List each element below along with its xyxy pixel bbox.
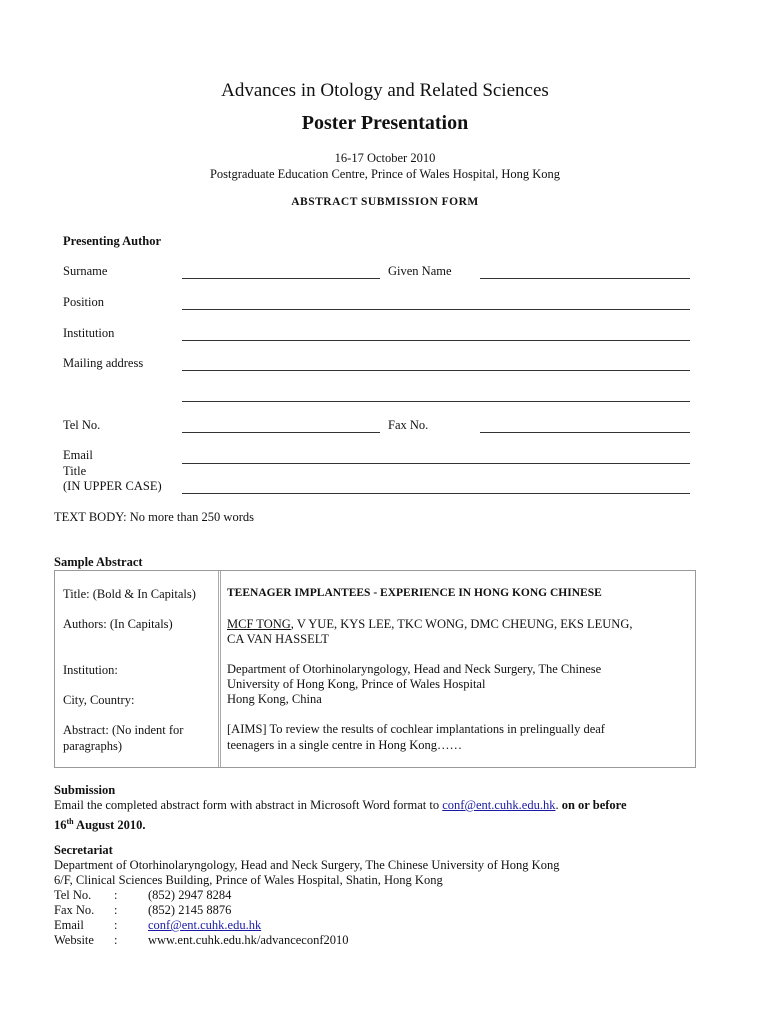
title-label: Title (63, 464, 87, 478)
authors-cell-value-line2: CA VAN HASSELT (227, 632, 329, 646)
institution-label: Institution (63, 326, 115, 340)
submission-instructions: Email the completed abstract form with abstract in Microsoft Word format to (54, 798, 443, 812)
email-row-colon: : (114, 918, 118, 932)
secretariat-heading: Secretariat (54, 843, 113, 857)
email-label: Email (63, 448, 93, 462)
institution-field[interactable] (182, 340, 690, 341)
event-venue: Postgraduate Education Centre, Prince of Wales Hospital, Hong Kong (209, 167, 561, 181)
position-field[interactable] (182, 309, 690, 310)
tel-field[interactable] (182, 432, 380, 433)
authors-cell-value (227, 617, 687, 632)
deadline-date (54, 814, 146, 833)
sample-abstract-heading: Sample Abstract (54, 555, 143, 569)
authors-cell-label: Authors: (In Capitals) (63, 617, 173, 631)
conference-title: Advances in Otology and Related Sciences (221, 80, 549, 101)
mailing-address-label: Mailing address (63, 356, 144, 370)
deadline-month-year: August 2010. (73, 818, 146, 833)
abstract-cell-label-1: Abstract: (No indent for (63, 723, 184, 737)
secretariat-line2: 6/F, Clinical Sciences Building, Prince of Wales Hospital, Shatin, Hong Kong (54, 873, 443, 887)
tel-row-colon: : (114, 888, 118, 902)
fax-label: Fax No. (388, 418, 429, 432)
title-note: (IN UPPER CASE) (63, 479, 162, 493)
deadline-part1: on or before (561, 798, 627, 812)
tel-row-label: Tel No. (54, 888, 92, 902)
surname-label: Surname (63, 264, 108, 278)
abstract-cell-label-2: paragraphs) (63, 739, 122, 753)
city-cell-label: City, Country: (63, 693, 135, 707)
tel-row-value: (852) 2947 8284 (148, 888, 232, 902)
email-field[interactable] (182, 463, 690, 464)
deadline-suffix: th (66, 817, 74, 826)
secretariat-line1: Department of Otorhinolaryngology, Head and Neck Surgery, The Chinese University of Hong Kong (54, 858, 560, 872)
deadline-day: 16 (54, 818, 67, 833)
mailing-address-field-1[interactable] (182, 370, 690, 371)
abstract-cell-line1: [AIMS] To review the results of cochlear implantations in prelingually deaf (227, 722, 605, 736)
other-authors: , V YUE, KYS LEE, TKC WONG, DMC CHEUNG, EKS LEUNG, (290, 617, 633, 631)
title-cell-value: TEENAGER IMPLANTEES - EXPERIENCE IN HONG KONG CHINESE (227, 587, 602, 599)
secretariat-email-link[interactable]: conf@ent.cuhk.edu.hk (148, 918, 262, 932)
presenting-author-heading: Presenting Author (63, 234, 162, 248)
website-row-label: Website (54, 933, 94, 947)
institution-cell-line3: Hong Kong, China (227, 692, 322, 706)
submission-period: . (555, 798, 562, 812)
presenter-name: MCF TONG (227, 617, 291, 631)
surname-field[interactable] (182, 278, 380, 279)
given-name-field[interactable] (480, 278, 690, 279)
mailing-address-field-2[interactable] (182, 401, 690, 402)
institution-cell-line2: University of Hong Kong, Prince of Wales Hospital (227, 677, 486, 691)
submission-text (54, 798, 754, 813)
position-label: Position (63, 295, 104, 309)
fax-row-colon: : (114, 903, 118, 917)
submission-email-link[interactable]: conf@ent.cuhk.edu.hk (442, 798, 556, 812)
event-dates: 16-17 October 2010 (334, 151, 436, 165)
website-row-value: www.ent.cuhk.edu.hk/advanceconf2010 (148, 933, 349, 947)
fax-row-label: Fax No. (54, 903, 95, 917)
title-field[interactable] (182, 493, 690, 494)
email-row-label: Email (54, 918, 84, 932)
fax-field[interactable] (480, 432, 690, 433)
institution-cell-label: Institution: (63, 663, 118, 677)
institution-cell-line1: Department of Otorhinolaryngology, Head and Neck Surgery, The Chinese (227, 662, 602, 676)
submission-heading: Submission (54, 783, 116, 797)
text-body-note: TEXT BODY: No more than 250 words (54, 510, 254, 524)
form-title: ABSTRACT SUBMISSION FORM (291, 196, 479, 208)
sample-abstract-table (54, 570, 696, 768)
page-title: Poster Presentation (301, 112, 469, 134)
title-cell-label: Title: (Bold & In Capitals) (63, 587, 196, 601)
tel-label: Tel No. (63, 418, 101, 432)
table-divider (218, 571, 221, 767)
abstract-cell-line2: teenagers in a single centre in Hong Kong…… (227, 738, 463, 752)
fax-row-value: (852) 2145 8876 (148, 903, 232, 917)
website-row-colon: : (114, 933, 118, 947)
given-name-label: Given Name (388, 264, 452, 278)
